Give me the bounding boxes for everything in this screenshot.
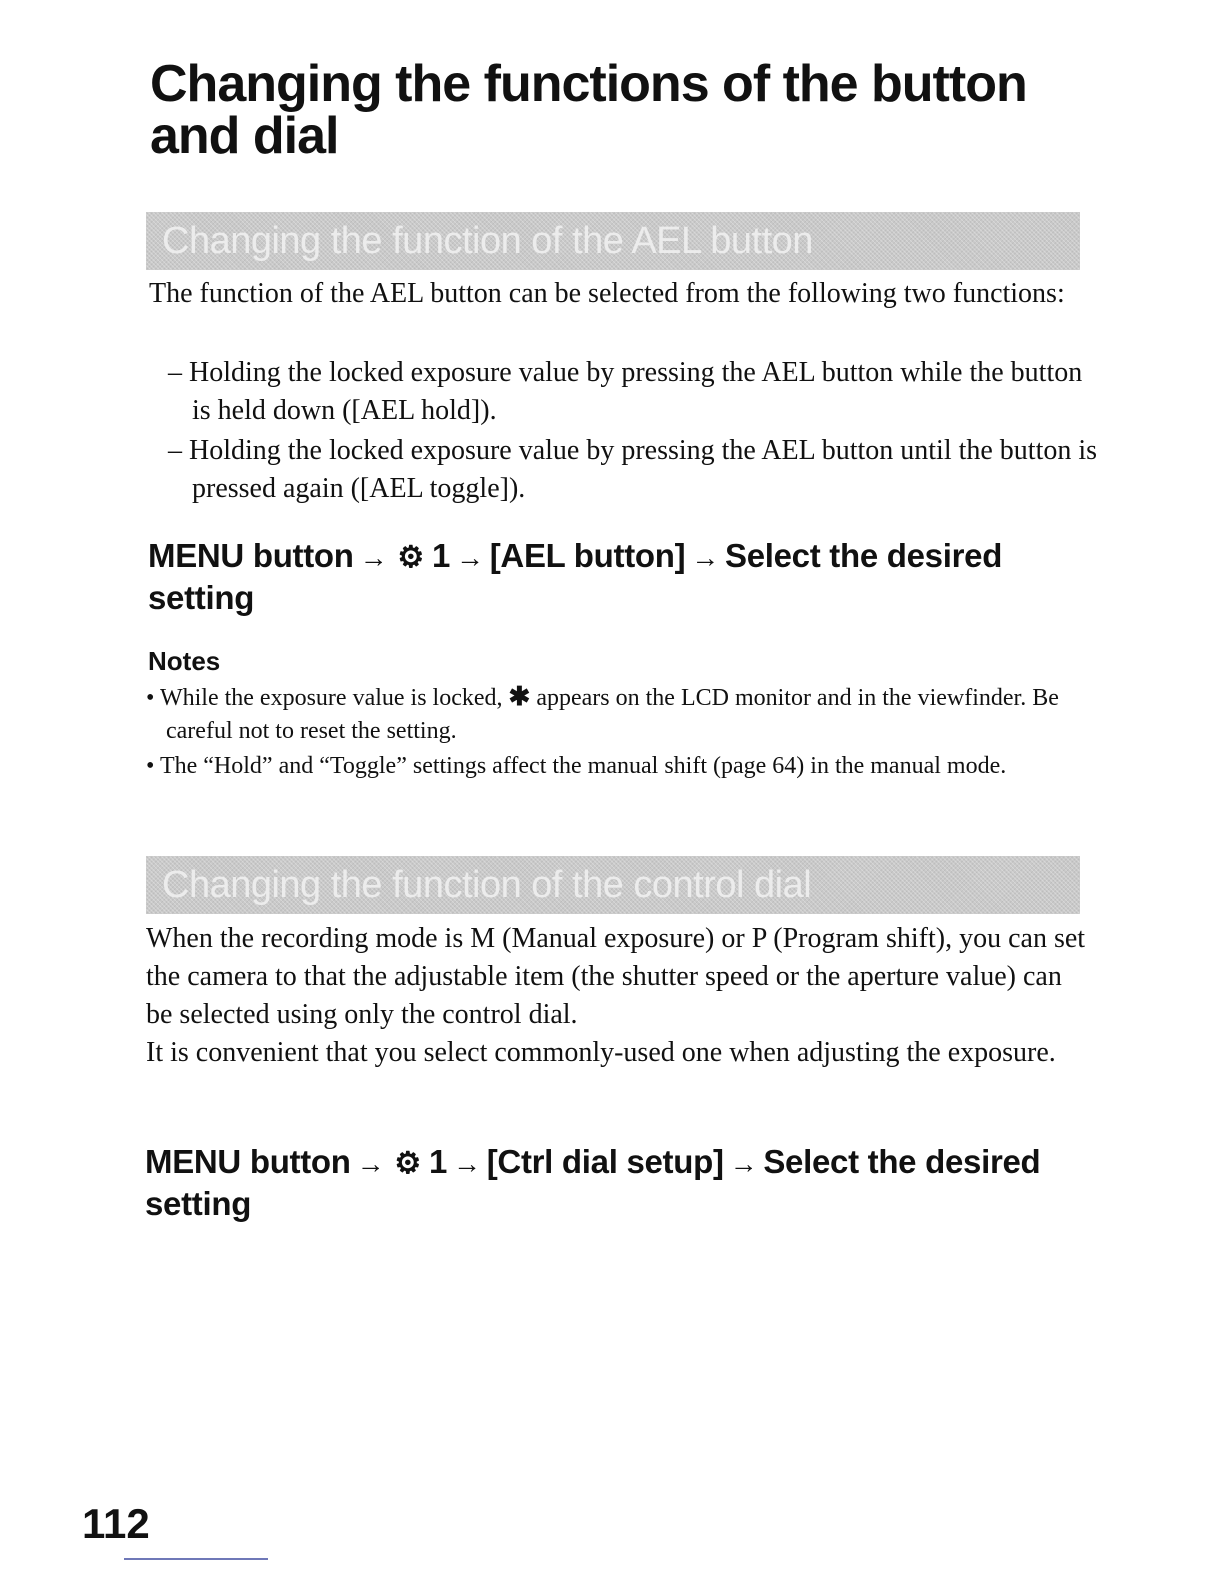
ael-lock-star-icon: ✱	[508, 682, 531, 711]
footer-rule	[124, 1558, 268, 1560]
section-header-ael-button	[146, 212, 1080, 270]
custom-settings-gear-icon: ⚙	[394, 1147, 421, 1180]
arrow-right-icon: →	[453, 1148, 481, 1179]
control-dial-paragraph-2: It is convenient that you select commonly-used one when adjusting the exposure.	[146, 1037, 1056, 1068]
section-header-control-dial	[146, 856, 1080, 914]
page-number: 112	[82, 1500, 150, 1547]
ael-menu-path	[148, 536, 1078, 618]
control-dial-menu-path	[145, 1142, 1075, 1224]
notes-heading: Notes	[148, 646, 221, 676]
arrow-right-icon: →	[359, 542, 388, 573]
ael-intro-text: The function of the AEL button can be selected from the following two functions:	[149, 278, 1065, 309]
arrow-right-icon: →	[456, 542, 484, 573]
menu-item-ael-button: [AEL button]	[489, 537, 686, 574]
page-title: Changing the functions of the button and dial	[150, 55, 1027, 165]
ael-option-hold: – Holding the locked exposure value by pressing the AEL button while the button is held down ([AEL hold]).	[168, 357, 1083, 426]
control-dial-paragraph-1: When the recording mode is M (Manual exposure) or P (Program shift), you can set the camera to that the adjustable item (the shutter speed or the aperture value) can be selected using only the control dial.	[146, 923, 1086, 1030]
menu-action-select: Select the desired setting	[148, 537, 1003, 616]
control-dial-description	[146, 920, 1086, 1072]
menu-item-ctrl-dial-setup: [Ctrl dial setup]	[486, 1143, 724, 1180]
menu-button-label: MENU button	[145, 1143, 351, 1180]
note-text-after: appears on the LCD monitor and in the viewfinder. Be careful not to reset the setting.	[166, 685, 1059, 744]
menu-button-label: MENU button	[148, 537, 354, 574]
note-item-hold-toggle: • The “Hold” and “Toggle” settings affect the manual shift (page 64) in the manual mode.	[146, 753, 1007, 779]
ael-option-toggle: – Holding the locked exposure value by pressing the AEL button until the button is pressed again ([AEL toggle]).	[168, 435, 1098, 504]
note-text-before: • While the exposure value is locked,	[146, 685, 509, 711]
custom-settings-gear-icon: ⚙	[397, 541, 424, 574]
arrow-right-icon: →	[691, 542, 719, 573]
note-item-locked	[146, 680, 1076, 748]
menu-tab-number: 1	[428, 1143, 448, 1180]
menu-action-select: Select the desired setting	[145, 1143, 1041, 1222]
section-heading-control-dial: Changing the function of the control dial	[162, 864, 812, 906]
arrow-right-icon: →	[356, 1148, 385, 1179]
section-heading-ael: Changing the function of the AEL button	[162, 220, 813, 262]
menu-tab-number: 1	[431, 537, 451, 574]
arrow-right-icon: →	[729, 1148, 758, 1179]
